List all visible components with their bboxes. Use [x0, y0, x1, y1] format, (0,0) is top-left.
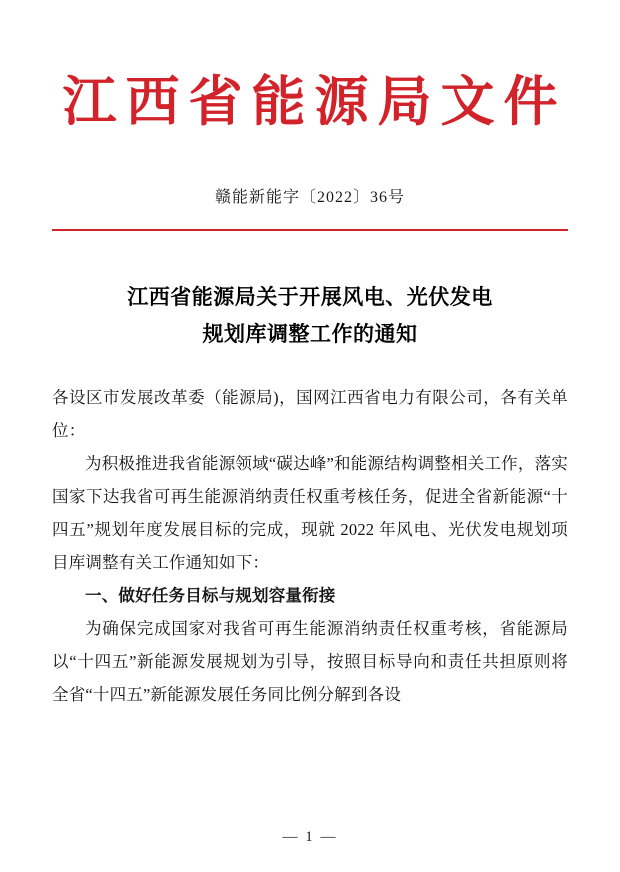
page-title-line-2: 规划库调整工作的通知 — [202, 322, 418, 347]
page-title-line-1: 江西省能源局关于开展风电、光伏发电 — [127, 285, 493, 310]
page-title — [52, 279, 568, 353]
section-heading-1: 一、做好任务目标与规划容量衔接 — [85, 585, 336, 605]
masthead-title: 江西省能源局文件 — [62, 72, 567, 132]
intro-paragraph: 为积极推进我省能源领域“碳达峰”和能源结构调整相关工作，落实国家下达我省可再生能源消纳责任权重考核任务，促进全省新能源“十四五”规划年度发展目标的完成，现就 2022 年风电、光伏发电规划项目库调整有关工作通知如下： — [52, 453, 568, 572]
document-page — [0, 72, 620, 872]
recipient-paragraph: 各设区市发展改革委（能源局)，国网江西省电力有限公司，各有关单位： — [52, 387, 568, 440]
section-1-paragraph: 为确保完成国家对我省可再生能源消纳责任权重考核，省能源局以“十四五”新能源发展规划为引导，按照目标导向和责任共担原则将全省“十四五”新能源发展任务同比例分解到各设 — [52, 618, 568, 704]
red-divider-rule — [52, 229, 568, 231]
document-number: 赣能新能字〔2022〕36号 — [214, 189, 405, 207]
page-number: — 1 — — [282, 829, 338, 845]
masthead — [52, 72, 568, 132]
document-body — [52, 381, 568, 711]
